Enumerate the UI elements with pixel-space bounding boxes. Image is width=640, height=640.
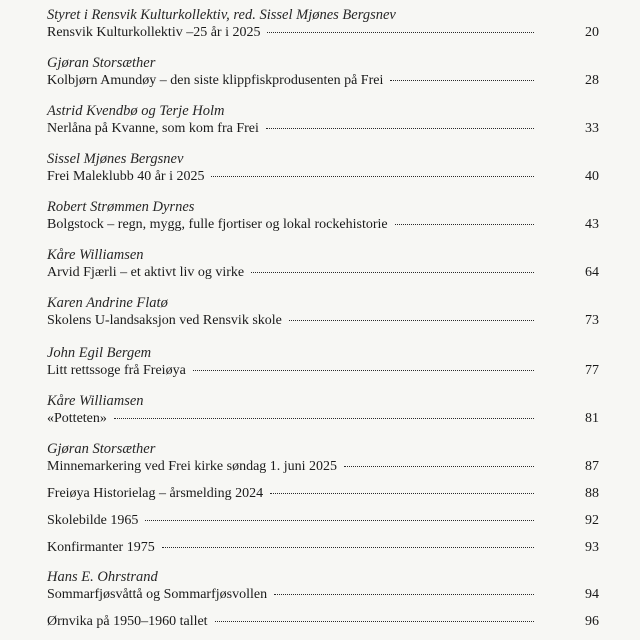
- dot-leader: [211, 176, 534, 177]
- dot-leader: [251, 272, 534, 273]
- dot-leader: [274, 594, 534, 595]
- toc-title: Ørnvika på 1950–1960 tallet: [47, 614, 208, 629]
- toc-title-row: [47, 120, 599, 138]
- toc-entry: [47, 54, 599, 90]
- toc-entry: [47, 613, 599, 631]
- toc-entry: [47, 246, 599, 282]
- toc-title: Minnemarkering ved Frei kirke søndag 1. juni 2025: [47, 459, 338, 474]
- toc-author: Kåre Williamsen: [47, 393, 144, 409]
- dot-leader: [390, 80, 534, 81]
- toc-author: Hans E. Ohrstrand: [47, 569, 158, 585]
- toc-entry: [47, 6, 599, 42]
- toc-page-number: 77: [585, 363, 599, 378]
- toc-title-row: [47, 613, 599, 631]
- toc-author: Sissel Mjønes Bergsnev: [47, 151, 184, 167]
- dot-leader: [114, 418, 534, 419]
- toc-entry: [47, 440, 599, 476]
- dot-leader: [145, 520, 534, 521]
- toc-title-row: [47, 362, 599, 380]
- toc-page-number: 40: [585, 169, 599, 184]
- toc-title-row: [47, 485, 599, 503]
- toc-title-row: [47, 312, 599, 330]
- toc-author: John Egil Bergem: [47, 345, 152, 361]
- toc-page-number: 81: [585, 411, 599, 426]
- toc-title-row: [47, 586, 599, 604]
- toc-page-number: 92: [585, 513, 599, 528]
- dot-leader: [193, 370, 534, 371]
- toc-title-row: [47, 458, 599, 476]
- dot-leader: [395, 224, 534, 225]
- toc-title: Nerlåna på Kvanne, som kom fra Frei: [47, 121, 259, 136]
- toc-author: Gjøran Storsæther: [47, 55, 156, 71]
- toc-page-number: 93: [585, 540, 599, 555]
- toc-title-row: [47, 264, 599, 282]
- toc-title: Litt rettssoge frå Freiøya: [47, 363, 186, 378]
- toc-entry: [47, 294, 599, 330]
- toc-author: Astrid Kvendbø og Terje Holm: [47, 103, 225, 119]
- toc-page-number: 94: [585, 587, 599, 602]
- toc-title-row: [47, 512, 599, 530]
- toc-title: Skolebilde 1965: [47, 513, 139, 528]
- toc-entry: [47, 392, 599, 428]
- toc-title-row: [47, 72, 599, 90]
- toc-title: Freiøya Historielag – årsmelding 2024: [47, 486, 264, 501]
- toc-title-row: [47, 168, 599, 186]
- toc-page-number: 43: [585, 217, 599, 232]
- toc-title-row: [47, 410, 599, 428]
- toc-title: Bolgstock – regn, mygg, fulle fjortiser og lokal rockehistorie: [47, 217, 388, 232]
- toc-title: Skolens U-landsaksjon ved Rensvik skole: [47, 313, 282, 328]
- toc-page-number: 96: [585, 614, 599, 629]
- toc-author: Gjøran Storsæther: [47, 441, 156, 457]
- toc-author: Robert Strømmen Dyrnes: [47, 199, 195, 215]
- dot-leader: [215, 621, 534, 622]
- toc-entry: [47, 539, 599, 557]
- toc-entry: [47, 344, 599, 380]
- dot-leader: [162, 547, 534, 548]
- toc-title: Kolbjørn Amundøy – den siste klippfiskprodusenten på Frei: [47, 73, 384, 88]
- dot-leader: [289, 320, 534, 321]
- toc-title-row: [47, 24, 599, 42]
- toc-page-number: 87: [585, 459, 599, 474]
- toc-author: Kåre Williamsen: [47, 247, 144, 263]
- toc-page-number: 28: [585, 73, 599, 88]
- toc-entry: [47, 150, 599, 186]
- toc-entry: [47, 568, 599, 604]
- toc-entry: [47, 102, 599, 138]
- toc-title: Sommarfjøsvåttå og Sommarfjøsvollen: [47, 587, 268, 602]
- dot-leader: [266, 128, 534, 129]
- dot-leader: [270, 493, 534, 494]
- toc-title: Arvid Fjærli – et aktivt liv og virke: [47, 265, 245, 280]
- toc-page-number: 33: [585, 121, 599, 136]
- toc-author: Styret i Rensvik Kulturkollektiv, red. Sissel Mjønes Bergsnev: [47, 7, 396, 23]
- toc-entry: [47, 485, 599, 503]
- toc-author: Karen Andrine Flatø: [47, 295, 168, 311]
- toc-page-number: 20: [585, 25, 599, 40]
- toc-title: Frei Maleklubb 40 år i 2025: [47, 169, 205, 184]
- toc-title-row: [47, 216, 599, 234]
- toc-entry: [47, 512, 599, 530]
- toc-page-number: 64: [585, 265, 599, 280]
- dot-leader: [267, 32, 534, 33]
- toc-title: Rensvik Kulturkollektiv –25 år i 2025: [47, 25, 261, 40]
- toc-entry: [47, 198, 599, 234]
- dot-leader: [344, 466, 534, 467]
- toc-title: Konfirmanter 1975: [47, 540, 155, 555]
- toc-page-number: 73: [585, 313, 599, 328]
- toc-title: «Potteten»: [47, 411, 107, 426]
- toc-page-number: 88: [585, 486, 599, 501]
- toc-title-row: [47, 539, 599, 557]
